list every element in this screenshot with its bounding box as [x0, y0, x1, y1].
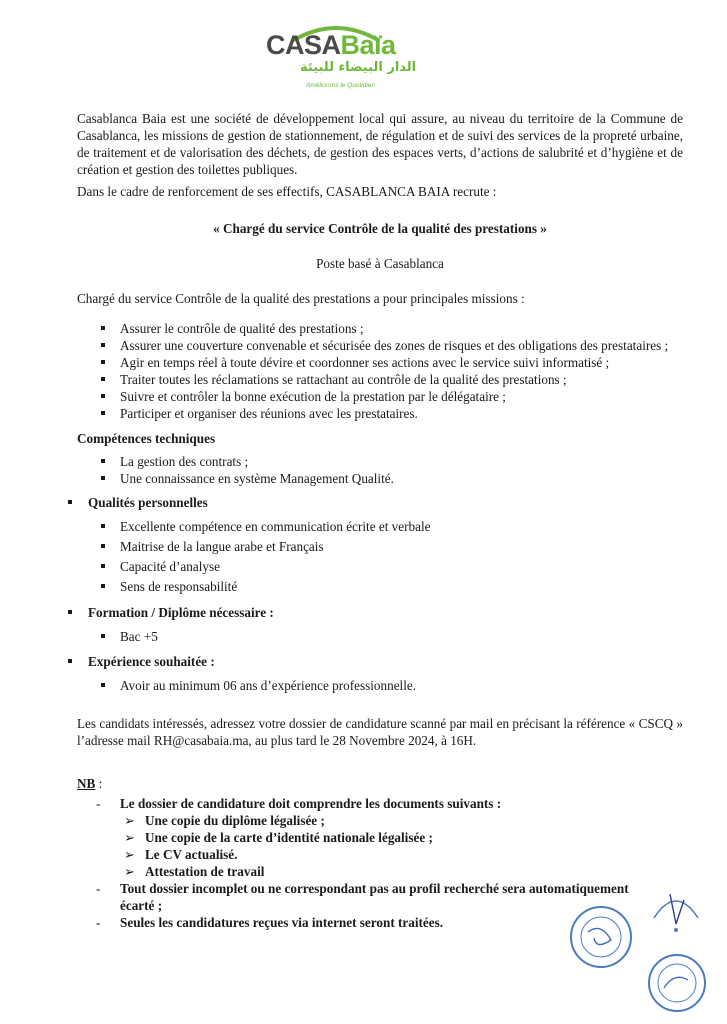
- formation-list: [98, 628, 658, 645]
- nb-incomplete-line-1: Tout dossier incomplet ou ne correspondant pas au profil recherché sera automatiquement: [120, 881, 629, 896]
- experience-heading: [64, 653, 215, 670]
- round-stamp-icon: [566, 902, 636, 972]
- nb-incomplete-line-2: écarté ;: [120, 898, 163, 913]
- nb-dash: -: [96, 796, 101, 811]
- personal-qualities-heading-text: Qualités personnelles: [88, 495, 208, 510]
- logo-arabic: الدار البيضاء للبيئة: [300, 60, 417, 75]
- experience-item: Avoir au minimum 06 ans d’expérience professionnelle.: [98, 677, 658, 694]
- tech-skill-item: La gestion des contrats ;: [98, 453, 658, 470]
- mission-item: Participer et organiser des réunions avec les prestataires.: [98, 405, 698, 422]
- nb-label: [77, 775, 102, 792]
- personal-qualities-heading: [64, 494, 208, 511]
- tech-skills-heading: Compétences techniques: [77, 431, 216, 446]
- recruit-line: Dans le cadre de renforcement de ses effectifs, CASABLANCA BAIA recrute :: [77, 184, 497, 199]
- nb-docs-intro: Le dossier de candidature doit comprendre les documents suivants :: [120, 796, 502, 811]
- round-stamp-icon: [644, 950, 710, 1016]
- signature-stamp-icon: [646, 880, 706, 940]
- mission-item: Agir en temps réel à toute dévire et coordonner ses actions avec le service suivi informatisé ;: [98, 354, 698, 371]
- missions-list: [98, 320, 698, 422]
- casa-baia-logo: [266, 30, 417, 96]
- application-paragraph: Les candidats intéressés, adressez votre dossier de candidature scanné par mail en précisant la référence « CSCQ » l’adresse mail RH@casabaia.ma, au plus tard le 28 Novembre 2024, à 16H.: [77, 716, 683, 748]
- quality-item: Capacité d’analyse: [98, 558, 658, 575]
- nb-dash: -: [96, 881, 101, 896]
- nb-label-text: NB: [77, 776, 96, 791]
- mission-item: Assurer une couverture convenable et sécurisée des zones de risques et des obligations des prestataires ;: [98, 337, 698, 354]
- tech-skill-item: Une connaissance en système Management Qualité.: [98, 470, 658, 487]
- nb-internet: Seules les candidatures reçues via internet seront traitées.: [120, 915, 444, 930]
- personal-qualities-list: [98, 518, 658, 595]
- nb-doc-item: Attestation de travail: [145, 864, 265, 879]
- arrow-icon: ➢: [124, 847, 136, 862]
- mission-item: Assurer le contrôle de qualité des prestations ;: [98, 320, 698, 337]
- mission-item: Traiter toutes les réclamations se rattachant au contrôle de la qualité des prestations ;: [98, 371, 698, 388]
- intro-paragraph: Casablanca Baia est une société de développement local qui assure, au niveau du territoire de la Commune de Casablanca, les missions de gestion de stationnement, de régulation et de suivi des services de la propreté urbaine, de traitement et de valorisation des déchets, de gestion des espaces verts, d’actions de salubrité et d’hygiène et de création et gestion des toilettes publiques.: [77, 111, 683, 177]
- quality-item: Maitrise de la langue arabe et Français: [98, 538, 658, 555]
- missions-intro: Chargé du service Contrôle de la qualité des prestations a pour principales missions :: [77, 291, 525, 306]
- nb-colon: :: [95, 776, 103, 791]
- nb-doc-item: Une copie de la carte d’identité nationale légalisée ;: [145, 830, 433, 845]
- job-location: Poste basé à Casablanca: [316, 256, 444, 271]
- logo-tagline: Améliorons le Quotidien: [306, 82, 376, 89]
- experience-list: [98, 677, 658, 694]
- formation-heading: [64, 604, 274, 621]
- experience-heading-text: Expérience souhaitée :: [88, 654, 215, 669]
- job-title: « Chargé du service Contrôle de la qualité des prestations »: [213, 221, 547, 236]
- arrow-icon: ➢: [124, 864, 136, 879]
- tech-skills-list: [98, 453, 658, 487]
- nb-doc-item: Le CV actualisé.: [145, 847, 238, 862]
- logo-baia: Baïa: [340, 30, 396, 60]
- logo-casa: CASA: [266, 30, 341, 60]
- logo-wordmark: [266, 30, 396, 60]
- arrow-icon: ➢: [124, 813, 136, 828]
- arrow-icon: ➢: [124, 830, 136, 845]
- quality-item: Excellente compétence en communication écrite et verbale: [98, 518, 658, 535]
- quality-item: Sens de responsabilité: [98, 578, 658, 595]
- nb-dash: -: [96, 915, 101, 930]
- nb-doc-item: Une copie du diplôme légalisée ;: [145, 813, 325, 828]
- formation-item: Bac +5: [98, 628, 658, 645]
- formation-heading-text: Formation / Diplôme nécessaire :: [88, 605, 274, 620]
- mission-item: Suivre et contrôler la bonne exécution de la prestation par le délégataire ;: [98, 388, 698, 405]
